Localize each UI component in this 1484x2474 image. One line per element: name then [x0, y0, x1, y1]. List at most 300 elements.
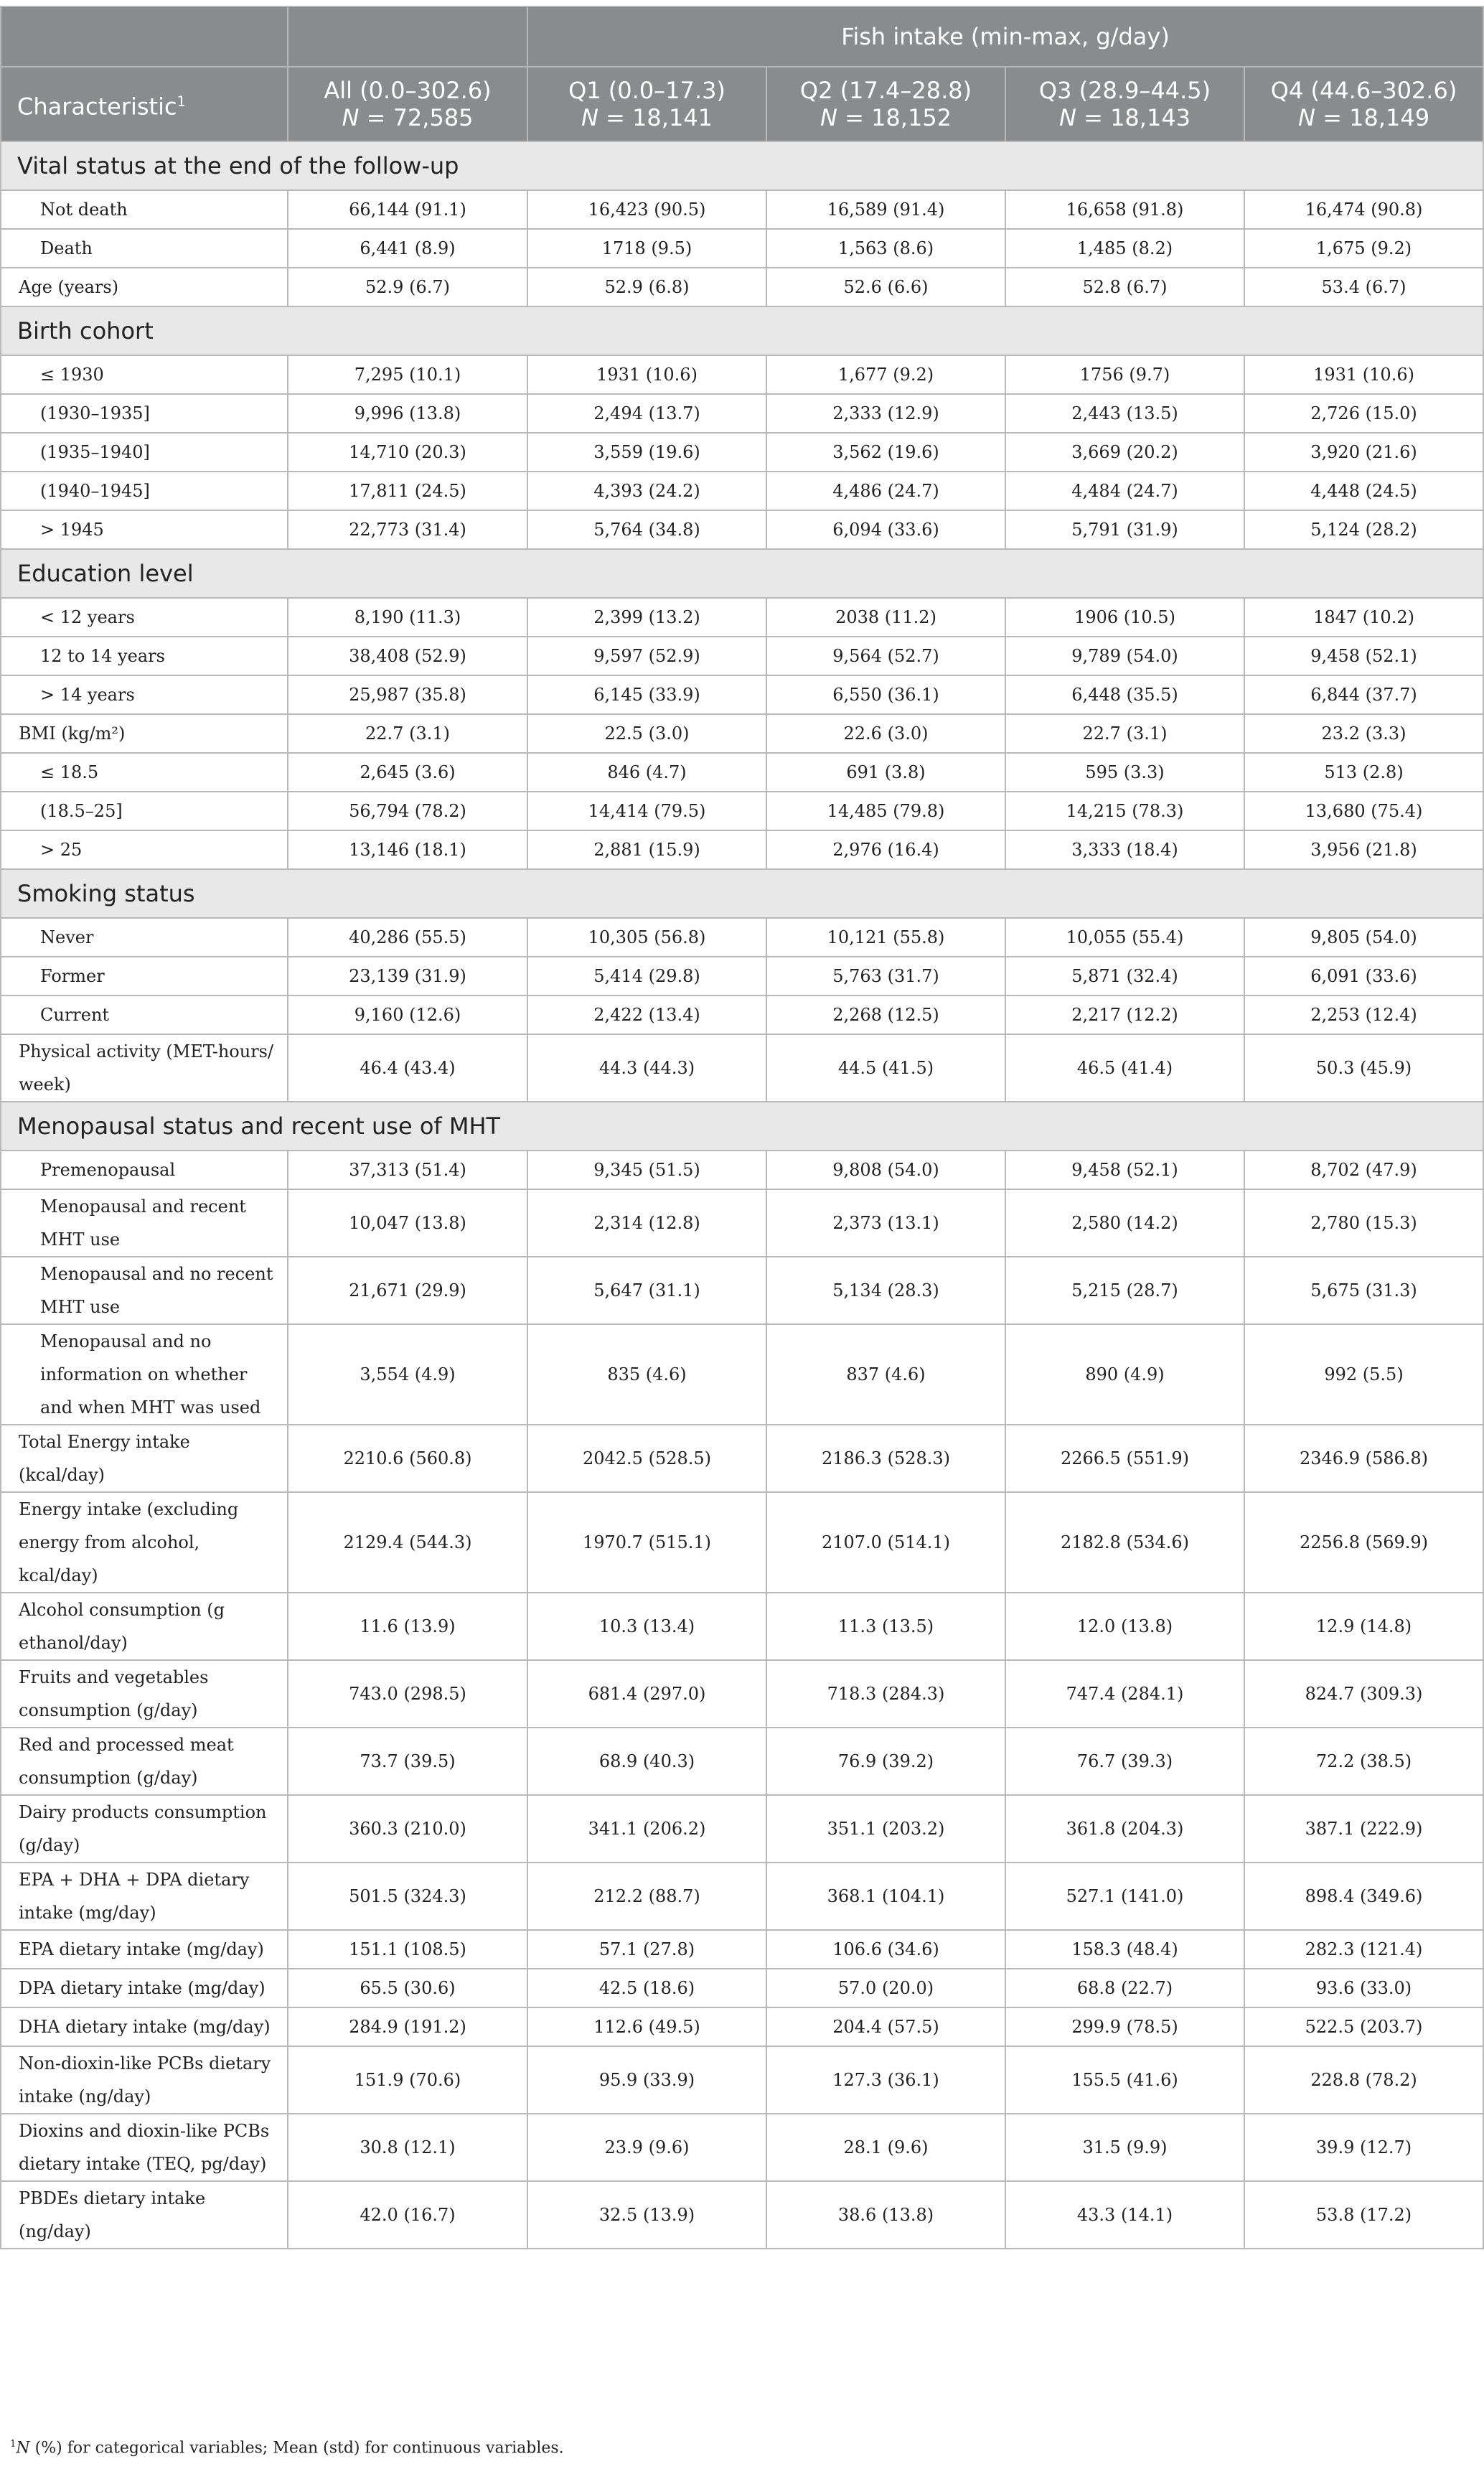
- row-label: BMI (kg/m²): [1, 714, 288, 753]
- n-symbol: N: [820, 104, 837, 131]
- table-cell: 2042.5 (528.5): [527, 1425, 766, 1492]
- table-cell: 14,485 (79.8): [766, 792, 1005, 830]
- row-label-line: Dairy products consumption: [19, 1802, 267, 1822]
- table-row: [1, 268, 1483, 306]
- table-cell: 12.0 (13.8): [1005, 1593, 1244, 1660]
- row-label: [1, 1257, 288, 1324]
- table-row: [1, 433, 1483, 472]
- table-cell: 7,295 (10.1): [288, 355, 527, 394]
- table-cell: 681.4 (297.0): [527, 1660, 766, 1728]
- column-header-name: Q1 (0.0–17.3): [568, 77, 725, 104]
- table-cell: 747.4 (284.1): [1005, 1660, 1244, 1728]
- table-cell: 9,564 (52.7): [766, 637, 1005, 675]
- table-cell: 501.5 (324.3): [288, 1862, 527, 1930]
- table-cell: 23,139 (31.9): [288, 957, 527, 995]
- table-cell: 22.6 (3.0): [766, 714, 1005, 753]
- table-cell: 22,773 (31.4): [288, 510, 527, 549]
- table-cell: 228.8 (78.2): [1244, 2046, 1483, 2114]
- row-label-line: consumption (g/day): [19, 1700, 198, 1720]
- section-header-row: [1, 141, 1483, 190]
- table-cell: 3,956 (21.8): [1244, 830, 1483, 869]
- row-label: ≤ 1930: [1, 355, 288, 394]
- table-cell: 52.9 (6.7): [288, 268, 527, 306]
- table-row: [1, 714, 1483, 753]
- column-header-n-value: 18,141: [632, 104, 713, 131]
- table-cell: 6,441 (8.9): [288, 229, 527, 268]
- table-cell: 5,791 (31.9): [1005, 510, 1244, 549]
- row-label-line: intake (ng/day): [19, 2086, 151, 2107]
- table-cell: 368.1 (104.1): [766, 1862, 1005, 1930]
- table-cell: 2,422 (13.4): [527, 995, 766, 1034]
- table-cell: 127.3 (36.1): [766, 2046, 1005, 2114]
- table-cell: 16,423 (90.5): [527, 190, 766, 229]
- row-label-line: Menopausal and no: [40, 1331, 212, 1351]
- table-cell: 527.1 (141.0): [1005, 1862, 1244, 1930]
- table-cell: 9,789 (54.0): [1005, 637, 1244, 675]
- row-label: Current: [1, 995, 288, 1034]
- table-cell: 2,399 (13.2): [527, 598, 766, 637]
- table-row: [1, 1257, 1483, 1324]
- table-cell: 72.2 (38.5): [1244, 1728, 1483, 1795]
- table-cell: 14,414 (79.5): [527, 792, 766, 830]
- table-cell: 3,559 (19.6): [527, 433, 766, 472]
- table-cell: 14,710 (20.3): [288, 433, 527, 472]
- section-header-row: [1, 1102, 1483, 1151]
- table-cell: 387.1 (222.9): [1244, 1795, 1483, 1862]
- table-row: [1, 190, 1483, 229]
- table-cell: 992 (5.5): [1244, 1324, 1483, 1425]
- table-cell: 44.3 (44.3): [527, 1034, 766, 1102]
- table-cell: 8,190 (11.3): [288, 598, 527, 637]
- row-label-line: Physical activity (MET-hours/: [19, 1041, 274, 1062]
- table-cell: 351.1 (203.2): [766, 1795, 1005, 1862]
- table-row: [1, 510, 1483, 549]
- row-label: EPA dietary intake (mg/day): [1, 1930, 288, 1969]
- section-header-row: [1, 306, 1483, 355]
- table-cell: 9,458 (52.1): [1244, 637, 1483, 675]
- table-cell: 1718 (9.5): [527, 229, 766, 268]
- section-title: Education level: [1, 549, 1483, 598]
- table-cell: 1,677 (9.2): [766, 355, 1005, 394]
- table-cell: 158.3 (48.4): [1005, 1930, 1244, 1969]
- table-row: [1, 2114, 1483, 2181]
- row-label: (1940–1945]: [1, 472, 288, 510]
- table-cell: 2038 (11.2): [766, 598, 1005, 637]
- table-cell: 42.0 (16.7): [288, 2181, 527, 2249]
- table-cell: 14,215 (78.3): [1005, 792, 1244, 830]
- table-cell: 151.9 (70.6): [288, 2046, 527, 2114]
- column-header: [766, 67, 1005, 141]
- table-cell: 1931 (10.6): [1244, 355, 1483, 394]
- table-cell: 1970.7 (515.1): [527, 1492, 766, 1593]
- table-cell: 1756 (9.7): [1005, 355, 1244, 394]
- footnote-text: (%) for categorical variables; Mean (std) for continuous variables.: [29, 2439, 564, 2457]
- row-label-line: Menopausal and no recent: [40, 1264, 273, 1284]
- row-label: Former: [1, 957, 288, 995]
- row-label: Age (years): [1, 268, 288, 306]
- row-label: [1, 1324, 288, 1425]
- table-cell: 204.4 (57.5): [766, 2007, 1005, 2046]
- table-cell: 3,669 (20.2): [1005, 433, 1244, 472]
- table-cell: 112.6 (49.5): [527, 2007, 766, 2046]
- row-label-line: Alcohol consumption (g: [19, 1600, 225, 1620]
- row-label-line: Fruits and vegetables: [19, 1667, 209, 1687]
- table-row: [1, 1034, 1483, 1102]
- table-cell: 1,485 (8.2): [1005, 229, 1244, 268]
- table-row: [1, 675, 1483, 714]
- table-cell: 6,091 (33.6): [1244, 957, 1483, 995]
- table-cell: 2107.0 (514.1): [766, 1492, 1005, 1593]
- table-cell: 2,976 (16.4): [766, 830, 1005, 869]
- column-header-n: N = 18,141: [581, 104, 713, 131]
- table-row: [1, 792, 1483, 830]
- table-cell: 6,448 (35.5): [1005, 675, 1244, 714]
- table-row: [1, 2007, 1483, 2046]
- table-cell: 522.5 (203.7): [1244, 2007, 1483, 2046]
- row-label: < 12 years: [1, 598, 288, 637]
- n-symbol: N: [342, 104, 360, 131]
- table-cell: 282.3 (121.4): [1244, 1930, 1483, 1969]
- table-cell: 23.2 (3.3): [1244, 714, 1483, 753]
- row-label: 12 to 14 years: [1, 637, 288, 675]
- table-cell: 68.8 (22.7): [1005, 1969, 1244, 2007]
- table-cell: 10,305 (56.8): [527, 918, 766, 957]
- section-header-row: [1, 869, 1483, 918]
- table-cell: 43.3 (14.1): [1005, 2181, 1244, 2249]
- column-header-n-value: 18,143: [1110, 104, 1191, 131]
- table-cell: 2,726 (15.0): [1244, 394, 1483, 433]
- column-header-name: Q2 (17.4–28.8): [799, 77, 972, 104]
- row-label-line: Menopausal and recent: [40, 1196, 246, 1217]
- section-title: Smoking status: [1, 869, 1483, 918]
- row-label: DPA dietary intake (mg/day): [1, 1969, 288, 2007]
- row-label-line: MHT use: [40, 1297, 121, 1317]
- table-cell: 2,580 (14.2): [1005, 1189, 1244, 1257]
- characteristic-header-label: Characteristic: [17, 93, 177, 121]
- table-cell: 11.6 (13.9): [288, 1593, 527, 1660]
- row-label-line: information on whether: [40, 1364, 248, 1384]
- table-cell: 93.6 (33.0): [1244, 1969, 1483, 2007]
- row-label: [1, 2046, 288, 2114]
- table-cell: 5,647 (31.1): [527, 1257, 766, 1324]
- table-cell: 25,987 (35.8): [288, 675, 527, 714]
- row-label: Total Energy intake (kcal/day): [1, 1425, 288, 1492]
- row-label-line: MHT use: [40, 1229, 121, 1250]
- characteristics-table: [0, 6, 1484, 2249]
- section-title: Menopausal status and recent use of MHT: [1, 1102, 1483, 1151]
- table-cell: 13,680 (75.4): [1244, 792, 1483, 830]
- table-row: [1, 1492, 1483, 1593]
- table-row: [1, 995, 1483, 1034]
- row-label: DHA dietary intake (mg/day): [1, 2007, 288, 2046]
- row-label-line: and when MHT was used: [40, 1397, 261, 1418]
- table-cell: 21,671 (29.9): [288, 1257, 527, 1324]
- table-cell: 37,313 (51.4): [288, 1151, 527, 1189]
- table-cell: 6,844 (37.7): [1244, 675, 1483, 714]
- table-cell: 2,268 (12.5): [766, 995, 1005, 1034]
- header-row-group: [1, 6, 1483, 67]
- column-header-name: All (0.0–302.6): [324, 77, 492, 104]
- table-cell: 76.7 (39.3): [1005, 1728, 1244, 1795]
- row-label: (1935–1940]: [1, 433, 288, 472]
- table-cell: 53.8 (17.2): [1244, 2181, 1483, 2249]
- table-cell: 5,763 (31.7): [766, 957, 1005, 995]
- column-header-n-value: 18,149: [1349, 104, 1430, 131]
- footnote-mark: 1: [10, 2439, 17, 2450]
- table-cell: 46.4 (43.4): [288, 1034, 527, 1102]
- column-header: [1244, 67, 1483, 141]
- row-label-line: Energy intake (excluding: [19, 1499, 239, 1519]
- table-cell: 5,215 (28.7): [1005, 1257, 1244, 1324]
- table-cell: 743.0 (298.5): [288, 1660, 527, 1728]
- table-cell: 1,563 (8.6): [766, 229, 1005, 268]
- table-cell: 718.3 (284.3): [766, 1660, 1005, 1728]
- table-cell: 10,055 (55.4): [1005, 918, 1244, 957]
- table-cell: 2,253 (12.4): [1244, 995, 1483, 1034]
- table-cell: 6,094 (33.6): [766, 510, 1005, 549]
- table-cell: 2210.6 (560.8): [288, 1425, 527, 1492]
- row-label: [1, 1593, 288, 1660]
- row-label-line: intake (mg/day): [19, 1903, 156, 1923]
- table-row: [1, 1930, 1483, 1969]
- table-cell: 53.4 (6.7): [1244, 268, 1483, 306]
- table-row: [1, 1728, 1483, 1795]
- row-label-line: (g/day): [19, 1835, 80, 1855]
- table-row: [1, 918, 1483, 957]
- table-cell: 16,658 (91.8): [1005, 190, 1244, 229]
- table-cell: 17,811 (24.5): [288, 472, 527, 510]
- table-row: [1, 394, 1483, 433]
- table-cell: 38,408 (52.9): [288, 637, 527, 675]
- table-cell: 52.8 (6.7): [1005, 268, 1244, 306]
- table-cell: 5,134 (28.3): [766, 1257, 1005, 1324]
- table-cell: 2,373 (13.1): [766, 1189, 1005, 1257]
- row-label-line: Red and processed meat: [19, 1735, 234, 1755]
- footnote-n: N: [16, 2439, 30, 2457]
- table-cell: 2,780 (15.3): [1244, 1189, 1483, 1257]
- table-row: [1, 2046, 1483, 2114]
- table-cell: 4,393 (24.2): [527, 472, 766, 510]
- table-cell: 1906 (10.5): [1005, 598, 1244, 637]
- row-label: [1, 1660, 288, 1728]
- row-label: [1, 2114, 288, 2181]
- table-cell: 9,808 (54.0): [766, 1151, 1005, 1189]
- row-label: PBDEs dietary intake (ng/day): [1, 2181, 288, 2249]
- row-label: [1, 1862, 288, 1930]
- table-cell: 155.5 (41.6): [1005, 2046, 1244, 2114]
- table-cell: 28.1 (9.6): [766, 2114, 1005, 2181]
- table-row: [1, 1660, 1483, 1728]
- table-row: [1, 598, 1483, 637]
- row-label-line: Non-dioxin-like PCBs dietary: [19, 2053, 271, 2074]
- table-cell: 1,675 (9.2): [1244, 229, 1483, 268]
- table-row: [1, 229, 1483, 268]
- table-cell: 46.5 (41.4): [1005, 1034, 1244, 1102]
- table-cell: 890 (4.9): [1005, 1324, 1244, 1425]
- table-cell: 5,764 (34.8): [527, 510, 766, 549]
- row-label: > 25: [1, 830, 288, 869]
- table-cell: 95.9 (33.9): [527, 2046, 766, 2114]
- table-cell: 52.9 (6.8): [527, 268, 766, 306]
- table-cell: 691 (3.8): [766, 753, 1005, 792]
- table-cell: 151.1 (108.5): [288, 1930, 527, 1969]
- table-cell: 68.9 (40.3): [527, 1728, 766, 1795]
- column-header: [288, 67, 527, 141]
- table-cell: 5,675 (31.3): [1244, 1257, 1483, 1324]
- table-cell: 2266.5 (551.9): [1005, 1425, 1244, 1492]
- row-label: Death: [1, 229, 288, 268]
- n-symbol: N: [1058, 104, 1076, 131]
- table-row: [1, 957, 1483, 995]
- table-cell: 65.5 (30.6): [288, 1969, 527, 2007]
- table-cell: 23.9 (9.6): [527, 2114, 766, 2181]
- column-header-name: Q3 (28.9–44.5): [1038, 77, 1211, 104]
- table-cell: 361.8 (204.3): [1005, 1795, 1244, 1862]
- table-row: [1, 1151, 1483, 1189]
- table-cell: 3,554 (4.9): [288, 1324, 527, 1425]
- table-cell: 837 (4.6): [766, 1324, 1005, 1425]
- table-cell: 9,597 (52.9): [527, 637, 766, 675]
- table-cell: 3,920 (21.6): [1244, 433, 1483, 472]
- table-cell: 9,458 (52.1): [1005, 1151, 1244, 1189]
- row-label: [1, 1189, 288, 1257]
- table-cell: 2,333 (12.9): [766, 394, 1005, 433]
- table-cell: 2,314 (12.8): [527, 1189, 766, 1257]
- table-row: [1, 1324, 1483, 1425]
- table-row: [1, 472, 1483, 510]
- table-footnote: [10, 2439, 564, 2457]
- table-cell: 11.3 (13.5): [766, 1593, 1005, 1660]
- row-label-line: EPA + DHA + DPA dietary: [19, 1870, 250, 1890]
- section-header-row: [1, 549, 1483, 598]
- table-cell: 284.9 (191.2): [288, 2007, 527, 2046]
- row-label-line: consumption (g/day): [19, 1768, 198, 1788]
- table-cell: 5,871 (32.4): [1005, 957, 1244, 995]
- table-cell: 73.7 (39.5): [288, 1728, 527, 1795]
- table-cell: 39.9 (12.7): [1244, 2114, 1483, 2181]
- table-cell: 9,160 (12.6): [288, 995, 527, 1034]
- table-body: [1, 141, 1483, 2249]
- header-blank-cell: [288, 6, 527, 67]
- table-cell: 6,550 (36.1): [766, 675, 1005, 714]
- table-row: [1, 1425, 1483, 1492]
- n-symbol: N: [1297, 104, 1315, 131]
- table-cell: 50.3 (45.9): [1244, 1034, 1483, 1102]
- table-cell: 16,589 (91.4): [766, 190, 1005, 229]
- table-cell: 595 (3.3): [1005, 753, 1244, 792]
- row-label: ≤ 18.5: [1, 753, 288, 792]
- table-cell: 2256.8 (569.9): [1244, 1492, 1483, 1593]
- table-cell: 5,414 (29.8): [527, 957, 766, 995]
- table-cell: 16,474 (90.8): [1244, 190, 1483, 229]
- fish-intake-group-header: Fish intake (min-max, g/day): [527, 6, 1483, 67]
- table-cell: 2,645 (3.6): [288, 753, 527, 792]
- table-cell: 12.9 (14.8): [1244, 1593, 1483, 1660]
- table-cell: 13,146 (18.1): [288, 830, 527, 869]
- table-cell: 2346.9 (586.8): [1244, 1425, 1483, 1492]
- table-cell: 42.5 (18.6): [527, 1969, 766, 2007]
- section-title: Vital status at the end of the follow-up: [1, 141, 1483, 190]
- table-cell: 9,805 (54.0): [1244, 918, 1483, 957]
- column-header: [1005, 67, 1244, 141]
- table-cell: 9,345 (51.5): [527, 1151, 766, 1189]
- table-cell: 341.1 (206.2): [527, 1795, 766, 1862]
- column-header-n-value: 72,585: [393, 104, 474, 131]
- n-symbol: N: [581, 104, 598, 131]
- table-row: [1, 753, 1483, 792]
- table-cell: 2,881 (15.9): [527, 830, 766, 869]
- column-header: [527, 67, 766, 141]
- table-cell: 10,047 (13.8): [288, 1189, 527, 1257]
- row-label: [1, 1492, 288, 1593]
- table-cell: 40,286 (55.5): [288, 918, 527, 957]
- table-cell: 360.3 (210.0): [288, 1795, 527, 1862]
- section-title: Birth cohort: [1, 306, 1483, 355]
- column-header-n: N = 18,149: [1297, 104, 1430, 131]
- table-cell: 1931 (10.6): [527, 355, 766, 394]
- table-cell: 2,217 (12.2): [1005, 995, 1244, 1034]
- table-cell: 513 (2.8): [1244, 753, 1483, 792]
- table-cell: 22.5 (3.0): [527, 714, 766, 753]
- row-label-line: ethanol/day): [19, 1633, 128, 1653]
- table-cell: 4,484 (24.7): [1005, 472, 1244, 510]
- row-label-line: dietary intake (TEQ, pg/day): [19, 2154, 267, 2174]
- column-header-n: N = 72,585: [342, 104, 474, 131]
- table-row: [1, 355, 1483, 394]
- table-cell: 10.3 (13.4): [527, 1593, 766, 1660]
- column-header-n: N = 18,152: [820, 104, 952, 131]
- table-cell: 4,448 (24.5): [1244, 472, 1483, 510]
- table-cell: 57.1 (27.8): [527, 1930, 766, 1969]
- column-header-n-value: 18,152: [871, 104, 952, 131]
- table-cell: 66,144 (91.1): [288, 190, 527, 229]
- row-label: [1, 1795, 288, 1862]
- table-cell: 2,443 (13.5): [1005, 394, 1244, 433]
- table-cell: 2186.3 (528.3): [766, 1425, 1005, 1492]
- table-cell: 38.6 (13.8): [766, 2181, 1005, 2249]
- table-cell: 10,121 (55.8): [766, 918, 1005, 957]
- table-cell: 22.7 (3.1): [1005, 714, 1244, 753]
- table-cell: 3,562 (19.6): [766, 433, 1005, 472]
- table-row: [1, 1795, 1483, 1862]
- column-header-name: Q4 (44.6–302.6): [1270, 77, 1457, 104]
- table-cell: 76.9 (39.2): [766, 1728, 1005, 1795]
- table-cell: 32.5 (13.9): [527, 2181, 766, 2249]
- table-row: [1, 830, 1483, 869]
- table-cell: 30.8 (12.1): [288, 2114, 527, 2181]
- table-cell: 31.5 (9.9): [1005, 2114, 1244, 2181]
- row-label: (1930–1935]: [1, 394, 288, 433]
- table-cell: 22.7 (3.1): [288, 714, 527, 753]
- table-cell: 212.2 (88.7): [527, 1862, 766, 1930]
- table-row: [1, 1862, 1483, 1930]
- row-label: > 14 years: [1, 675, 288, 714]
- table-cell: 9,996 (13.8): [288, 394, 527, 433]
- table-cell: 6,145 (33.9): [527, 675, 766, 714]
- table-cell: 3,333 (18.4): [1005, 830, 1244, 869]
- row-label: [1, 1034, 288, 1102]
- table-cell: 2,494 (13.7): [527, 394, 766, 433]
- table-cell: 57.0 (20.0): [766, 1969, 1005, 2007]
- table-row: [1, 2181, 1483, 2249]
- table-cell: 2182.8 (534.6): [1005, 1492, 1244, 1593]
- row-label: Not death: [1, 190, 288, 229]
- table-cell: 898.4 (349.6): [1244, 1862, 1483, 1930]
- table-row: [1, 1593, 1483, 1660]
- column-header-n: N = 18,143: [1058, 104, 1191, 131]
- row-label-line: week): [19, 1074, 71, 1095]
- row-label: Never: [1, 918, 288, 957]
